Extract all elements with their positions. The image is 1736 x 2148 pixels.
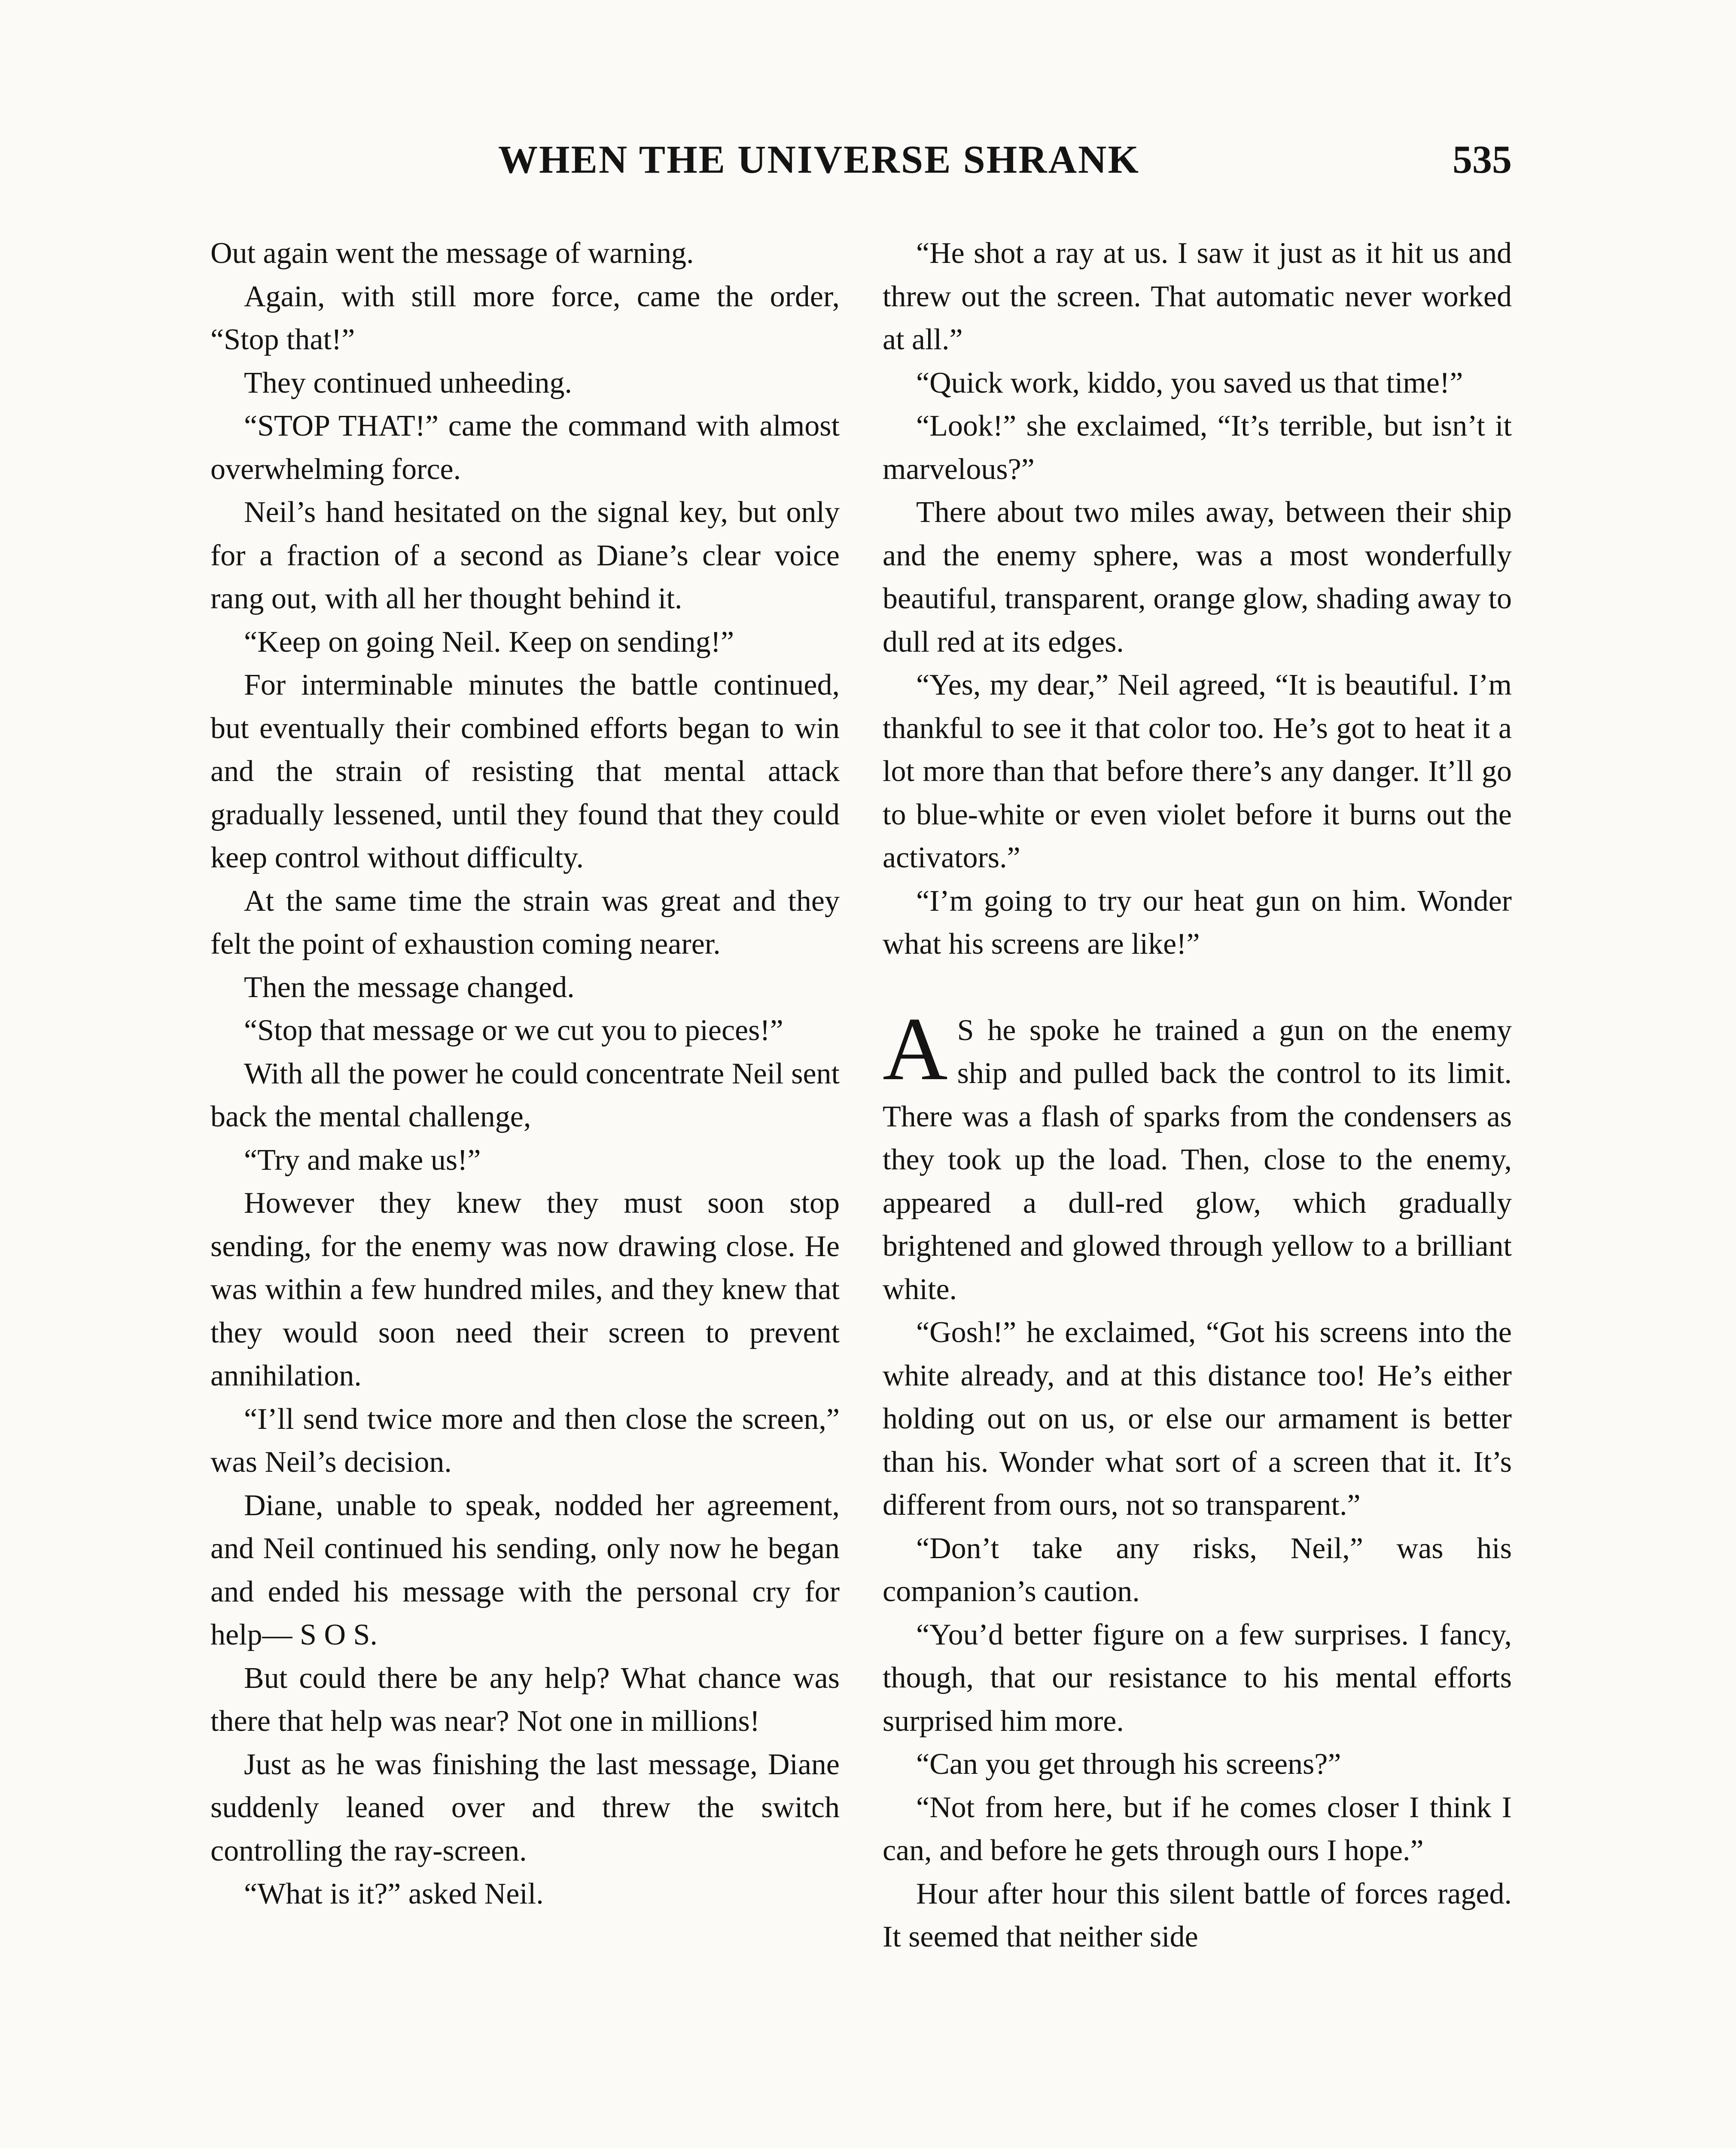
paragraph: “What is it?” asked Neil.: [244, 1877, 544, 1910]
page-header: [498, 137, 1512, 188]
paragraph: “Can you get through his screens?”: [916, 1748, 1341, 1781]
paragraph: Neil’s hand hesitated on the signal key, but only for a fraction of a second as Diane’s clear voice rang out, with all her thought behind it.: [210, 496, 840, 615]
paragraph: “Look!” she exclaimed, “It’s terrible, but isn’t it marvelous?”: [883, 409, 1512, 486]
right-column: [883, 232, 1512, 1959]
paragraph: “Stop that message or we cut you to pieces!”: [244, 1014, 783, 1047]
paragraph: “Keep on going Neil. Keep on sending!”: [244, 625, 734, 659]
paragraph: At the same time the strain was great and they felt the point of exhaustion coming nearer.: [210, 884, 840, 961]
page-number: 535: [1453, 137, 1512, 181]
paragraph: “STOP THAT!” came the command with almost overwhelming force.: [210, 409, 840, 486]
paragraph: “Don’t take any risks, Neil,” was his companion’s caution.: [883, 1532, 1512, 1608]
paragraph: However they knew they must soon stop sending, for the enemy was now drawing close. He was within a few hundred miles, and they knew that they would soon need their screen to prevent annihilation.: [210, 1187, 840, 1392]
paragraph: There about two miles away, between their ship and the enemy sphere, was a most wonderfully beautiful, transparent, orange glow, shading away to dull red at its edges.: [883, 496, 1512, 659]
paragraph: They continued unheeding.: [244, 366, 572, 400]
running-title: WHEN THE UNIVERSE SHRANK: [498, 137, 1140, 181]
drop-cap: A: [883, 999, 948, 1099]
paragraph: “He shot a ray at us. I saw it just as it hit us and threw out the screen. That automatic never worked at all.”: [883, 237, 1512, 356]
paragraph: “Not from here, but if he comes closer I think I can, and before he gets through ours I hope.”: [883, 1791, 1512, 1867]
paragraph: “Gosh!” he exclaimed, “Got his screens into the white already, and at this distance too! He’s either holding out on us, or else our armament is better than his. Wonder what sort of a screen that it. It’s different from ours, not so transparent.”: [883, 1316, 1512, 1522]
paragraph: “Yes, my dear,” Neil agreed, “It is beautiful. I’m thankful to see it that color too. He’s got to heat it a lot more than that before there’s any danger. It’ll go to blue-white or even violet before it burns out the activators.”: [883, 668, 1512, 874]
paragraph: Just as he was finishing the last message, Diane suddenly leaned over and threw the switch controlling the ray-screen.: [210, 1748, 840, 1867]
paragraph: But could there be any help? What chance was there that help was near? Not one in millions!: [210, 1661, 840, 1738]
paragraph: Hour after hour this silent battle of forces raged. It seemed that neither side: [883, 1877, 1512, 1953]
paragraph: “I’m going to try our heat gun on him. Wonder what his screens are like!”: [883, 884, 1512, 961]
paragraph: Again, with still more force, came the order, “Stop that!”: [210, 280, 840, 356]
paragraph-text: S he spoke he trained a gun on the enemy ship and pulled back the control to its limit. There was a flash of sparks from the condensers as they took up the load. Then, close to the enemy, appeared a dull-red glow, which gradually brightened and glowed through yellow to a brilliant white.: [883, 1013, 1512, 1306]
paragraph: Out again went the message of warning.: [210, 237, 694, 270]
paragraph: Diane, unable to speak, nodded her agreement, and Neil continued his sending, only now he began and ended his message with the personal cry for help— S O S.: [210, 1489, 840, 1651]
left-column: [210, 232, 840, 1916]
paragraph: With all the power he could concentrate Neil sent back the mental challenge,: [210, 1057, 840, 1133]
paragraph: “I’ll send twice more and then close the screen,” was Neil’s decision.: [210, 1402, 840, 1479]
paragraph: For interminable minutes the battle continued, but eventually their combined efforts began to win and the strain of resisting that mental attack gradually lessened, until they found that they could keep control without difficulty.: [210, 668, 840, 874]
paragraph: “You’d better figure on a few surprises. I fancy, though, that our resistance to his mental efforts surprised him more.: [883, 1618, 1512, 1738]
section-opening-paragraph: [883, 999, 1512, 1312]
paragraph: “Quick work, kiddo, you saved us that time!”: [916, 366, 1463, 400]
paragraph: Then the message changed.: [244, 970, 575, 1004]
paragraph: “Try and make us!”: [244, 1143, 481, 1177]
